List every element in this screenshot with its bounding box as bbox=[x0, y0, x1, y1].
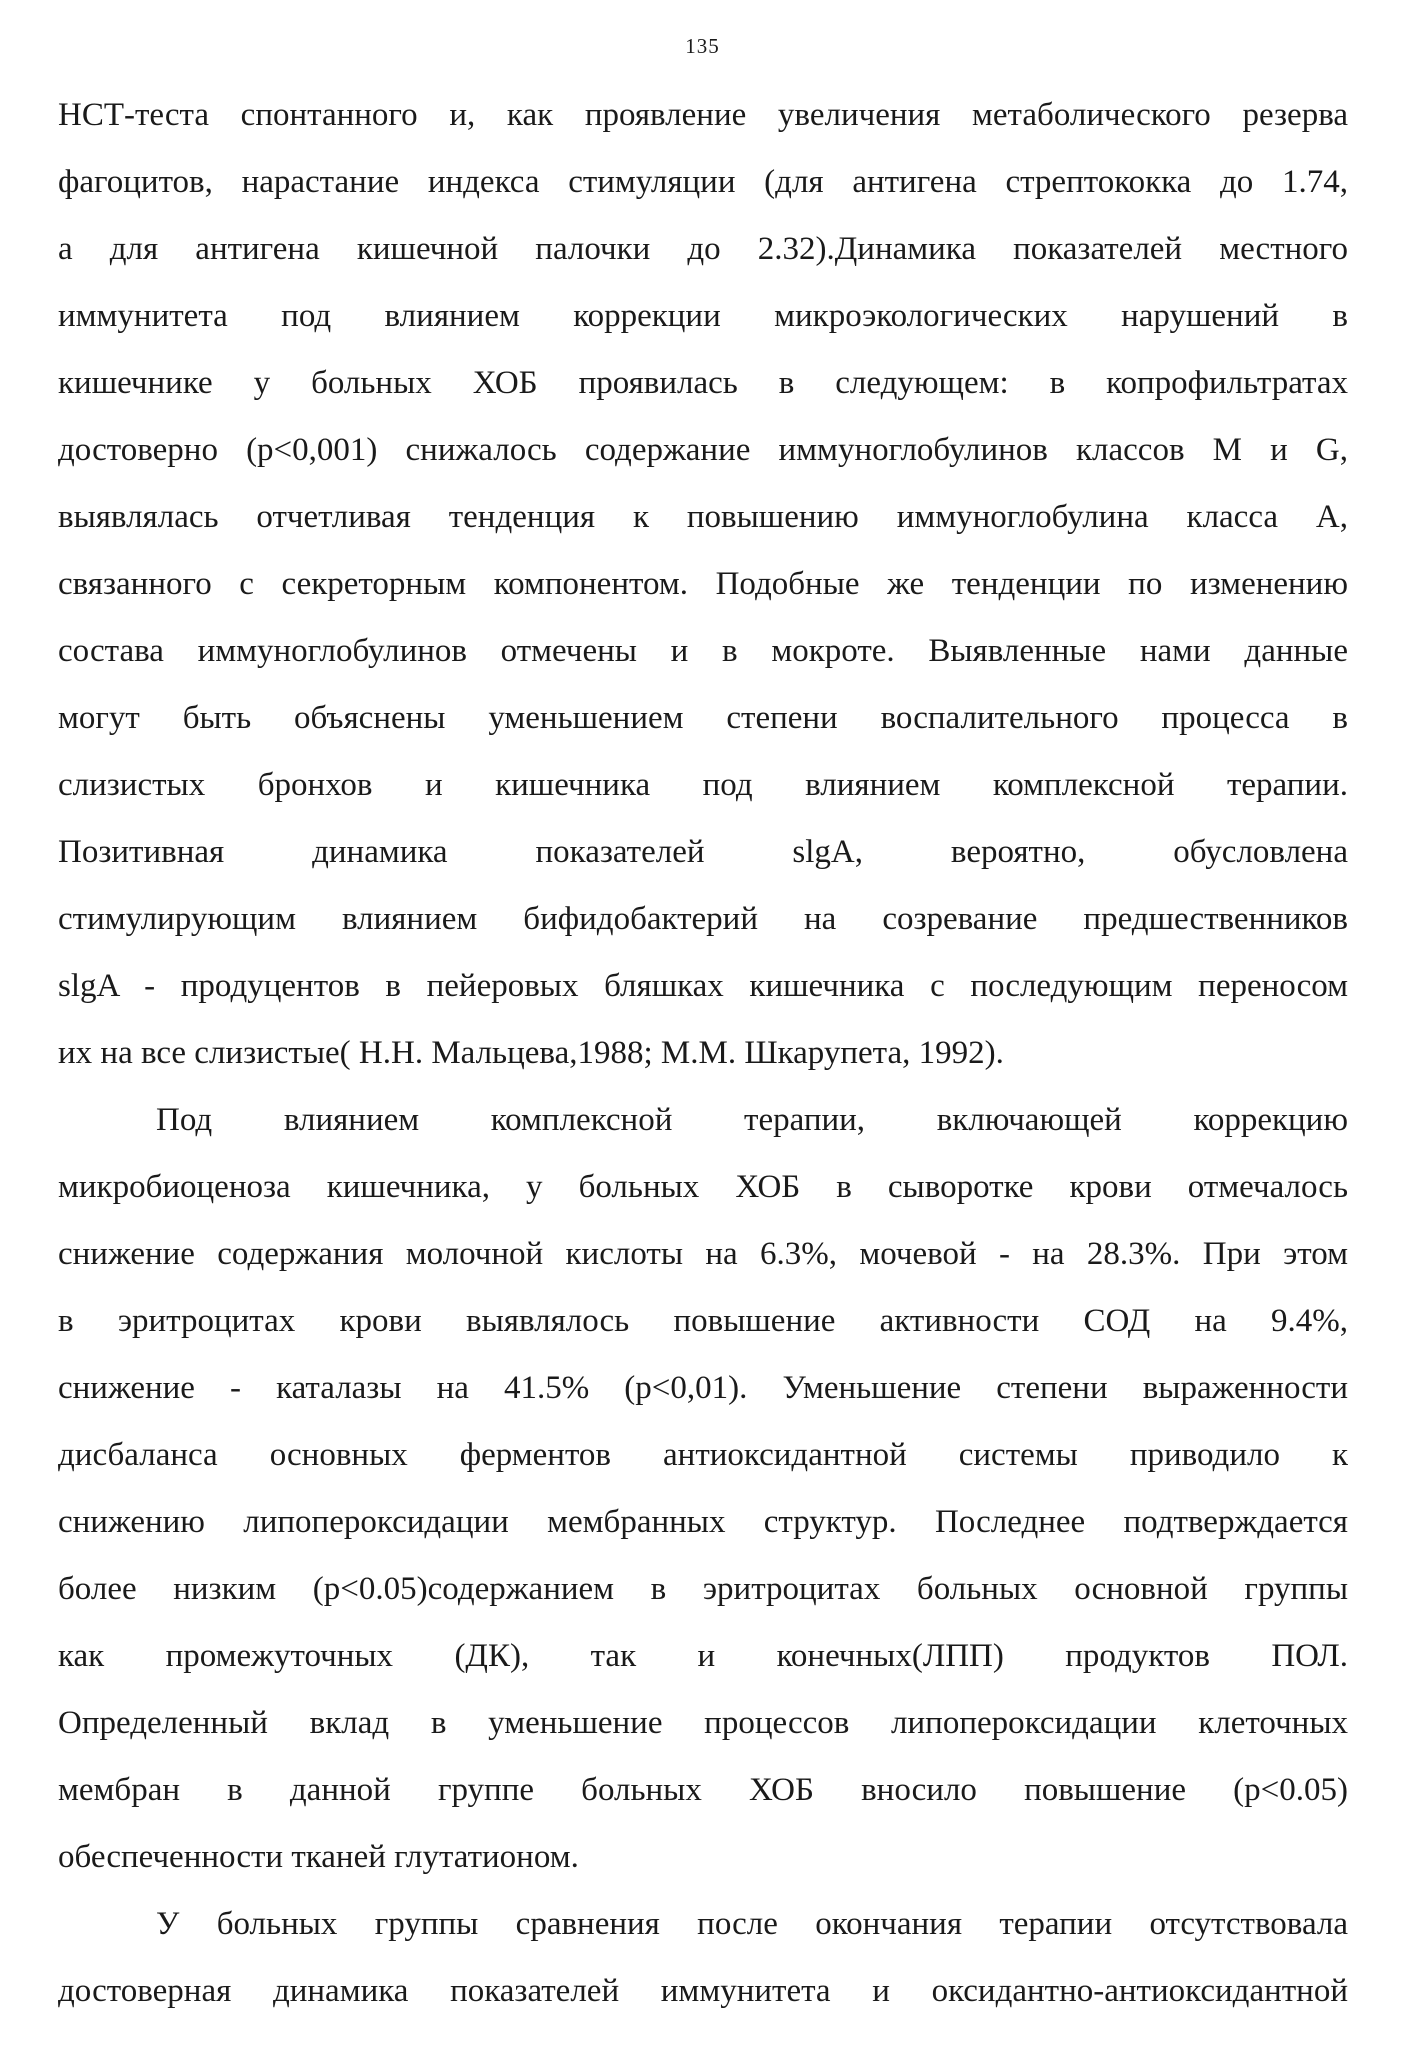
text-line: состава иммуноглобулинов отмечены и в мокроте. Выявленные нами данные bbox=[58, 633, 1348, 669]
text-line: а для антигена кишечной палочки до 2.32).Динамика показателей местного bbox=[58, 231, 1348, 267]
text-line: slgA - продуцентов в пейеровых бляшках кишечника с последующим переносом bbox=[58, 968, 1348, 1004]
body-text bbox=[58, 90, 1348, 2033]
text-line: в эритроцитах крови выявлялось повышение активности СОД на 9.4%, bbox=[58, 1303, 1348, 1339]
text-line: слизистых бронхов и кишечника под влиянием комплексной терапии. bbox=[58, 767, 1348, 803]
text-line: более низким (р<0.05)содержанием в эритроцитах больных основной группы bbox=[58, 1571, 1348, 1607]
text-line: связанного с секреторным компонентом. Подобные же тенденции по изменению bbox=[58, 566, 1348, 602]
text-line: снижению липопероксидации мембранных структур. Последнее подтверждается bbox=[58, 1504, 1348, 1540]
text-line: Определенный вклад в уменьшение процессов липопероксидации клеточных bbox=[58, 1705, 1348, 1741]
text-line: иммунитета под влиянием коррекции микроэкологических нарушений в bbox=[58, 298, 1348, 334]
text-line: НСТ-теста спонтанного и, как проявление увеличения метаболического резерва bbox=[58, 97, 1348, 133]
text-line: могут быть объяснены уменьшением степени воспалительного процесса в bbox=[58, 700, 1348, 736]
text-line: стимулирующим влиянием бифидобактерий на созревание предшественников bbox=[58, 901, 1348, 937]
text-line: достоверная динамика показателей иммунитета и оксидантно-антиоксидантной bbox=[58, 1973, 1348, 2009]
text-line: фагоцитов, нарастание индекса стимуляции (для антигена стрептококка до 1.74, bbox=[58, 164, 1348, 200]
text-line: как промежуточных (ДК), так и конечных(ЛПП) продуктов ПОЛ. bbox=[58, 1638, 1348, 1674]
text-line: дисбаланса основных ферментов антиоксидантной системы приводило к bbox=[58, 1437, 1348, 1473]
text-line: выявлялась отчетливая тенденция к повышению иммуноглобулина класса А, bbox=[58, 499, 1348, 535]
text-line: мембран в данной группе больных ХОБ вносило повышение (р<0.05) bbox=[58, 1772, 1348, 1808]
text-line: обеспеченности тканей глутатионом. bbox=[58, 1839, 579, 1875]
text-line: У больных группы сравнения после окончания терапии отсутствовала bbox=[156, 1906, 1348, 1942]
text-line: их на все слизистые( Н.Н. Мальцева,1988; М.М. Шкарупета, 1992). bbox=[58, 1035, 1004, 1071]
text-line: достоверно (р<0,001) снижалось содержание иммуноглобулинов классов М и G, bbox=[58, 432, 1348, 468]
text-line: Позитивная динамика показателей slgA, вероятно, обусловлена bbox=[58, 834, 1348, 870]
text-line: микробиоценоза кишечника, у больных ХОБ в сыворотке крови отмечалось bbox=[58, 1169, 1348, 1205]
page-number: 135 bbox=[685, 34, 720, 58]
text-line: Под влиянием комплексной терапии, включающей коррекцию bbox=[156, 1102, 1348, 1138]
text-line: снижение содержания молочной кислоты на 6.3%, мочевой - на 28.3%. При этом bbox=[58, 1236, 1348, 1272]
text-line: кишечнике у больных ХОБ проявилась в следующем: в копрофильтратах bbox=[58, 365, 1348, 401]
text-line: снижение - каталазы на 41.5% (р<0,01). Уменьшение степени выраженности bbox=[58, 1370, 1348, 1406]
